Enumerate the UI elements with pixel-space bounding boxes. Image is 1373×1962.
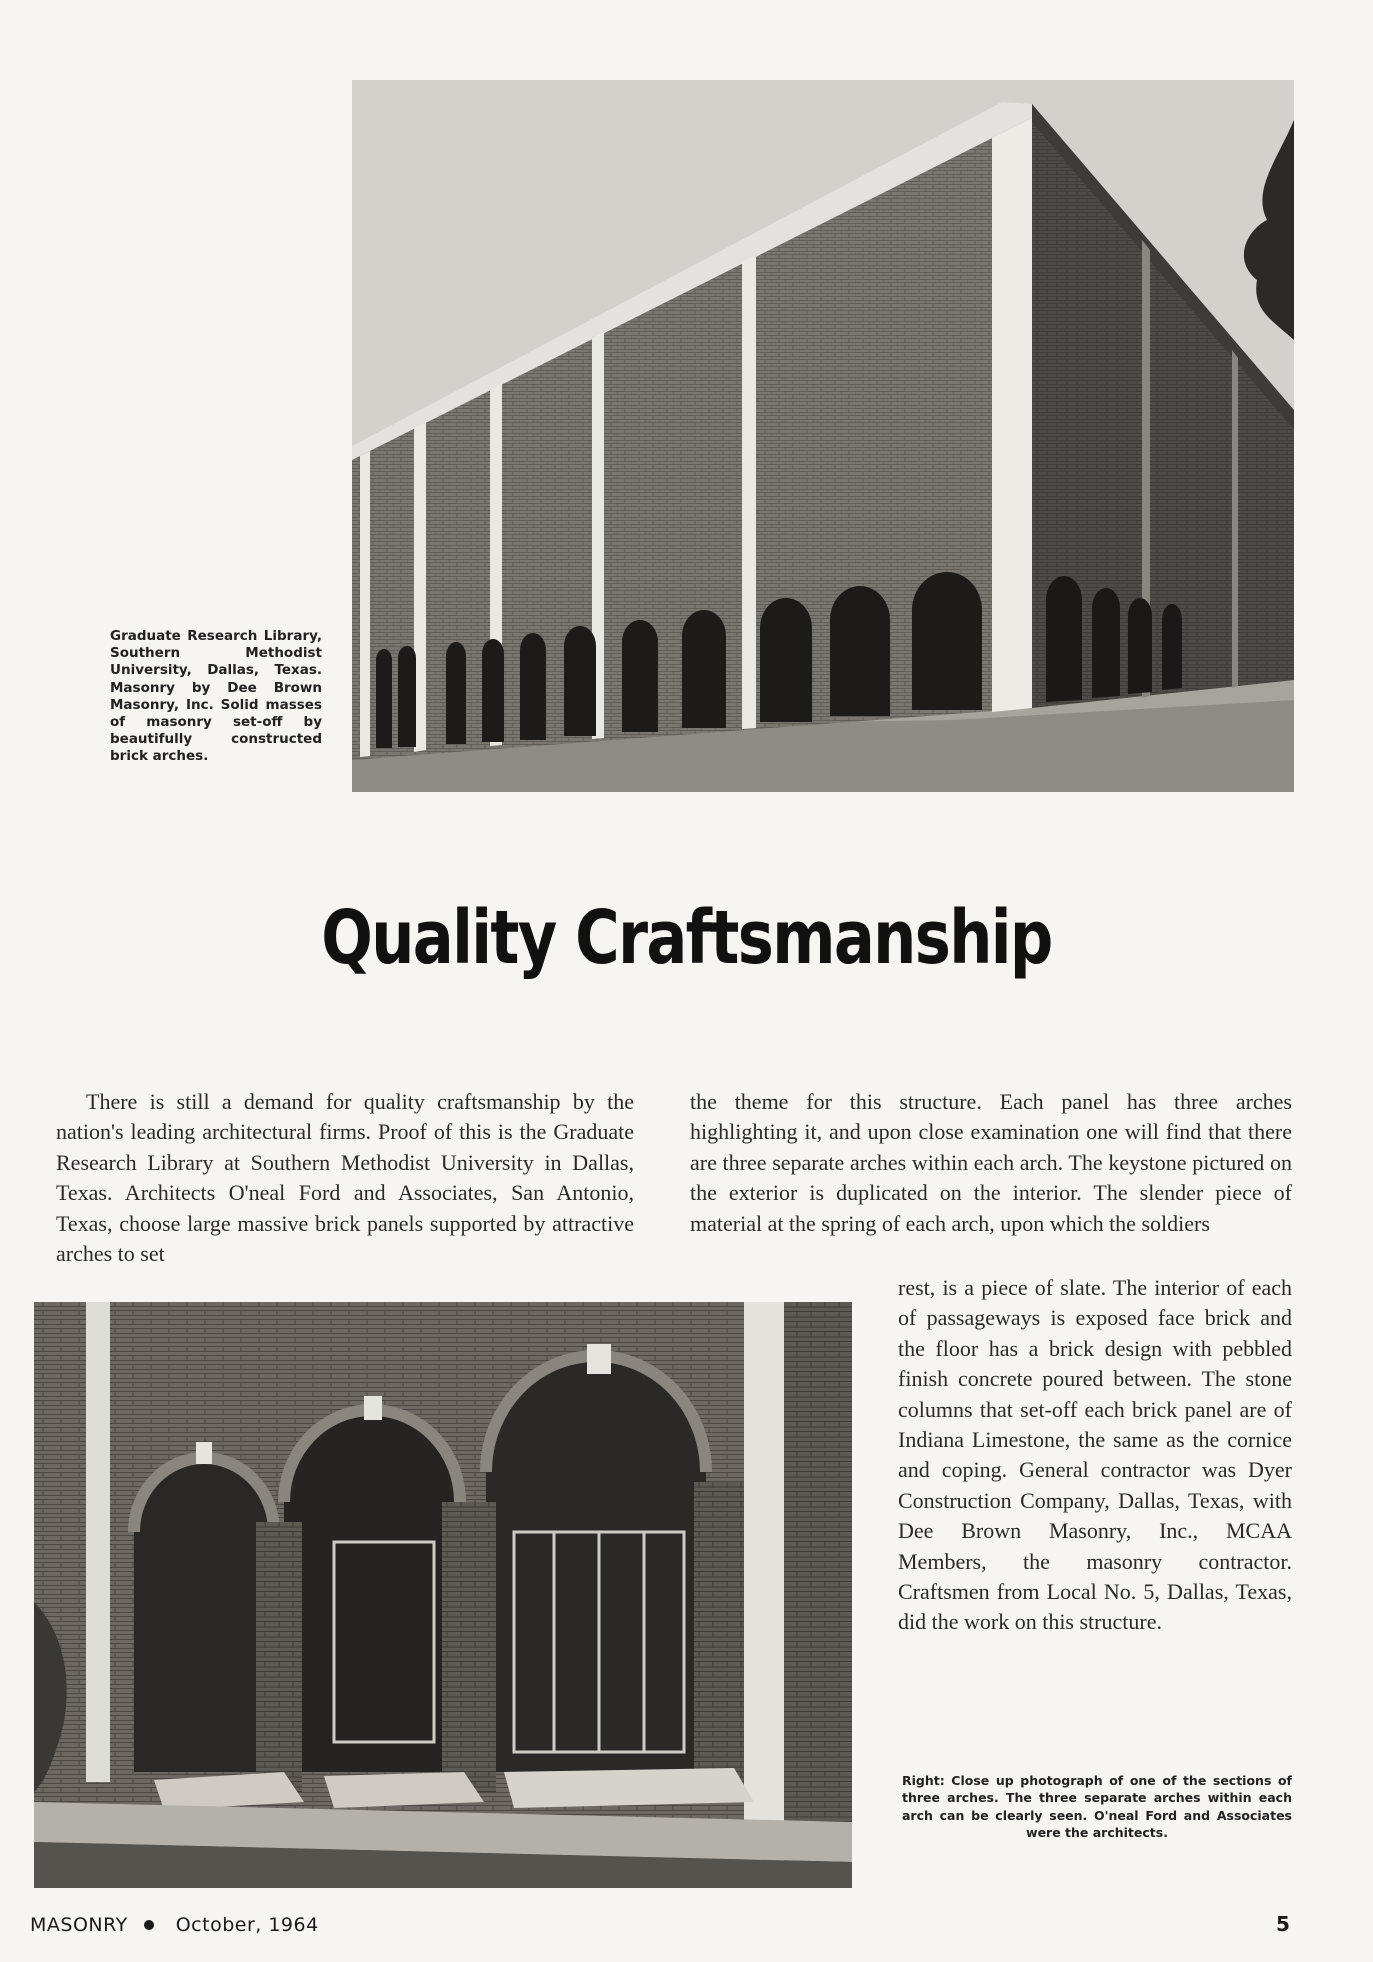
article-headline: Quality Craftsmanship xyxy=(321,895,1052,981)
page-number: 5 xyxy=(1276,1912,1290,1936)
body-paragraph-left: There is still a demand for quality craftsmanship by the nation's leading architectural firms. Proof of this is the Graduate Research Library at Southern Methodist University in Dallas, Texas. Architects O'neal Ford and Associates, San Antonio, Texas, choose large massive brick panels supported by attractive arches to set xyxy=(56,1089,634,1267)
body-right-column xyxy=(690,1087,1292,1239)
body-paragraph-right-top: the theme for this structure. Each panel has three arches highlighting it, and upon close examination one will find that there are three separate arches within each arch. The keystone pictured on the exterior is duplicated on the interior. The slender piece of material at the spring of each arch, upon which the soldiers xyxy=(690,1089,1292,1236)
publication-name: MASONRY xyxy=(30,1914,128,1936)
bottom-photo-caption: Right: Close up photograph of one of the sections of three arches. The three separate arches within each arch can be clearly seen. O'neal Ford and Associates were the architects. xyxy=(902,1773,1292,1841)
top-photo-caption: Graduate Research Library, Southern Methodist University, Dallas, Texas. Masonry by Dee Brown Masonry, Inc. Solid masses of masonry set-off by beautifully constructed brick arches. xyxy=(110,628,322,765)
bottom-photo xyxy=(34,1302,852,1888)
issue-date: October, 1964 xyxy=(175,1914,319,1936)
body-right-narrow-column xyxy=(898,1273,1292,1638)
bullet-separator-icon xyxy=(144,1920,154,1930)
body-paragraph-right-narrow: rest, is a piece of slate. The interior of each of passageways is exposed face brick and the floor has a brick design with pebbled finish concrete poured between. The stone columns that set-off each brick panel are of Indiana Limestone, the same as the cornice and coping. General contractor was Dyer Construction Company, Dallas, Texas, with Dee Brown Masonry, Inc., MCAA Members, the masonry contractor. Craftsmen from Local No. 5, Dallas, Texas, did the work on this structure. xyxy=(898,1275,1292,1635)
footer-publication-line xyxy=(30,1914,319,1936)
body-left-column xyxy=(56,1087,634,1269)
top-photo xyxy=(352,80,1294,792)
